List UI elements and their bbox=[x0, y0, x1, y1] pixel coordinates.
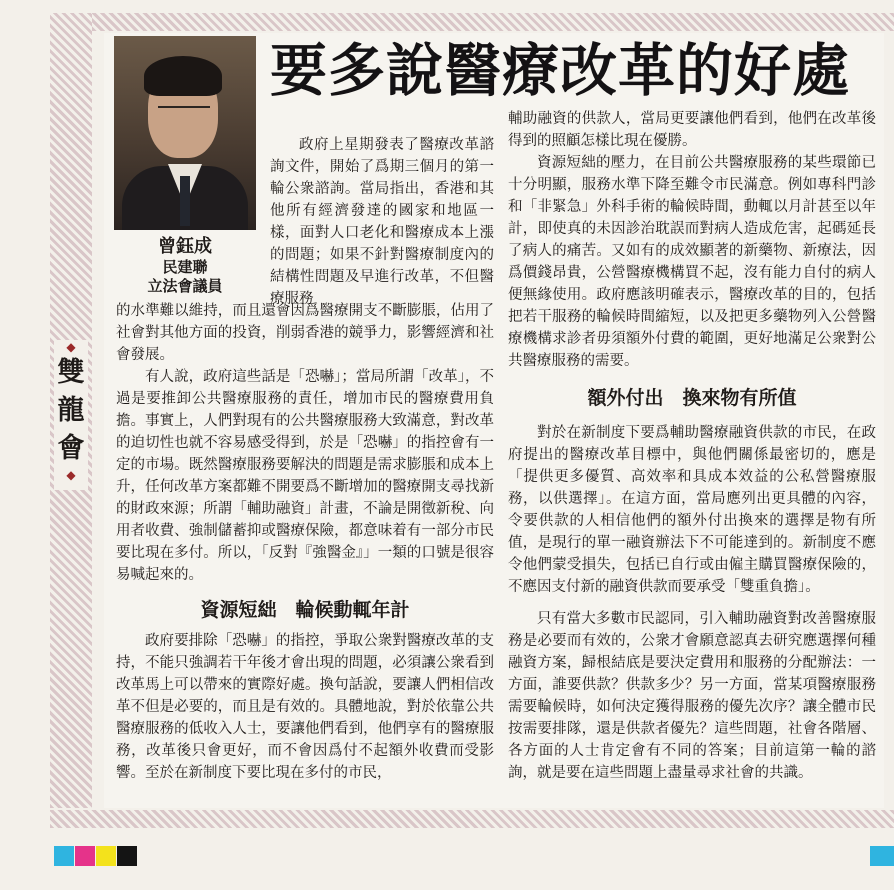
bottom-border bbox=[50, 810, 894, 828]
author-party: 民建聯 bbox=[162, 258, 208, 276]
diamond-icon: ◆ bbox=[66, 340, 76, 354]
subheading: 額外付出 換來物有所值 bbox=[587, 387, 797, 409]
column-char: 雙 bbox=[57, 357, 85, 388]
photo-tie bbox=[180, 176, 190, 226]
photo-glasses bbox=[158, 106, 210, 120]
author-byline bbox=[114, 236, 256, 296]
headline: 要多說醫療改革的好處 bbox=[270, 38, 850, 104]
paragraph: 的水準難以維持，而且還會因爲醫療開支不斷膨脹，佔用了社會對其他方面的投資，削弱香港的競爭力，影響經濟和社會發展。 bbox=[116, 303, 494, 363]
column-char: 會 bbox=[57, 433, 85, 464]
paragraph: 政府上星期發表了醫療改革諮詢文件，開始了爲期三個月的第一輪公衆諮詢。當局指出，香港和其他所有經濟發達的國家和地區一樣，面對人口老化和醫療成本上漲的問題；如果不針對醫療制度內的結構性問題及早進行改革，不但醫療服務 bbox=[270, 137, 494, 307]
color-mark-yellow bbox=[96, 846, 116, 866]
color-mark-cyan-right bbox=[870, 846, 894, 866]
paragraph: 輔助融資的供款人，當局更要讓他們看到，他們在改革後得到的照顧怎樣比現在優勝。 bbox=[508, 111, 876, 149]
column-char: 龍 bbox=[57, 395, 85, 426]
column-label bbox=[54, 340, 88, 490]
paragraph: 對於在新制度下要爲輔助醫療融資供款的市民，在政府提出的醫療改革目標中，與他們關係最密切的，應是「提供更多優質、高效率和具成本效益的公私營醫療服務，以供選擇」。在這方面，當局應列出更具體的內容，令要供款的人相信他們的額外付出換來的選擇是物有所值，是現行的單一融資辦法下不可能達到的。新制度不應令他們蒙受損失，包括已自行或由僱主購買醫療保險的，不應因支付新的融資供款而要承受「雙重負擔」。 bbox=[508, 425, 876, 595]
author-photo bbox=[114, 36, 256, 230]
diamond-icon: ◆ bbox=[66, 468, 76, 482]
color-mark-magenta bbox=[75, 846, 95, 866]
top-border bbox=[50, 13, 894, 31]
paragraph: 有人說，政府這些話是「恐嚇」；當局所謂「改革」，不過是要推卸公共醫療服務的責任，增加市民的醫療費用負擔。事實上，人們對現有的公共醫療服務大致滿意，對改革的迫切性也就不容易感受得到，於是「恐嚇」的指控會有一定的市場。既然醫療服務要解決的問題是需求膨脹和成本上升，任何改革方案都難不開要爲不斷增加的醫療開支尋找新的財政來源；所謂「輔助融資」計畫，不論是開徵新稅、向用者收費、強制儲蓄抑或醫療保險，都意味着有一部分市民要比現在多付。所以，「反對『強醫金』」一類的口號是很容易喊起來的。 bbox=[116, 369, 494, 583]
subheading: 資源短絀 輪候動輒年計 bbox=[200, 599, 410, 621]
paragraph: 只有當大多數市民認同，引入輔助融資對改善醫療服務是必要而有效的，公衆才會願意認真去研究應選擇何種融資方案，歸根結底是要決定費用和服務的分配辦法：一方面，誰要供款？供款多少？另一方面，當某項醫療服務需要輪候時，如何決定獲得服務的優先次序？讓全體市民按需要排隊，還是供款者優先？這些問題，社會各階層、各方面的人士肯定會有不同的答案；目前這第一輪的諮詢，就是要在這些問題上盡量尋求社會的共識。 bbox=[508, 611, 876, 781]
color-mark-cyan bbox=[54, 846, 74, 866]
color-mark-black bbox=[117, 846, 137, 866]
paragraph: 政府要排除「恐嚇」的指控，爭取公衆對醫療改革的支持，不能只強調若干年後才會出現的問題，必須讓公衆看到改革馬上可以帶來的實際好處。換句話說，要讓人們相信改革不但是必要的，而且是有效的。具體地說，對於依靠公共醫療服務的低收入人士，要讓他們看到，他們享有的醫療服務，改革後只會更好，而不會因爲付不起額外收費而受影響。至於在新制度下要比現在多付的市民， bbox=[116, 633, 494, 781]
photo-hair bbox=[144, 56, 222, 96]
paragraph: 資源短絀的壓力，在目前公共醫療服務的某些環節已十分明顯，服務水準下降至難令市民滿意。例如專科門診和「非緊急」外科手術的輪候時間，動輒以月計甚至以年計，即使真的未因診治耽誤而對病人造成危害，起碼延長了病人的痛苦。又如有的成效顯著的新藥物、新療法，因爲價錢昂貴，公營醫療機構買不起，沒有能力自付的病人便無緣使用。政府應該明確表示，醫療改革的目的，包括把若干服務的輪候時間縮短，以及把更多藥物列入公營醫療機構求診者毋須額外付費的範圍，更好地滿足公衆對公共醫療服務的需要。 bbox=[508, 155, 876, 369]
author-title: 立法會議員 bbox=[147, 277, 223, 295]
author-name: 曾鈺成 bbox=[158, 236, 212, 257]
